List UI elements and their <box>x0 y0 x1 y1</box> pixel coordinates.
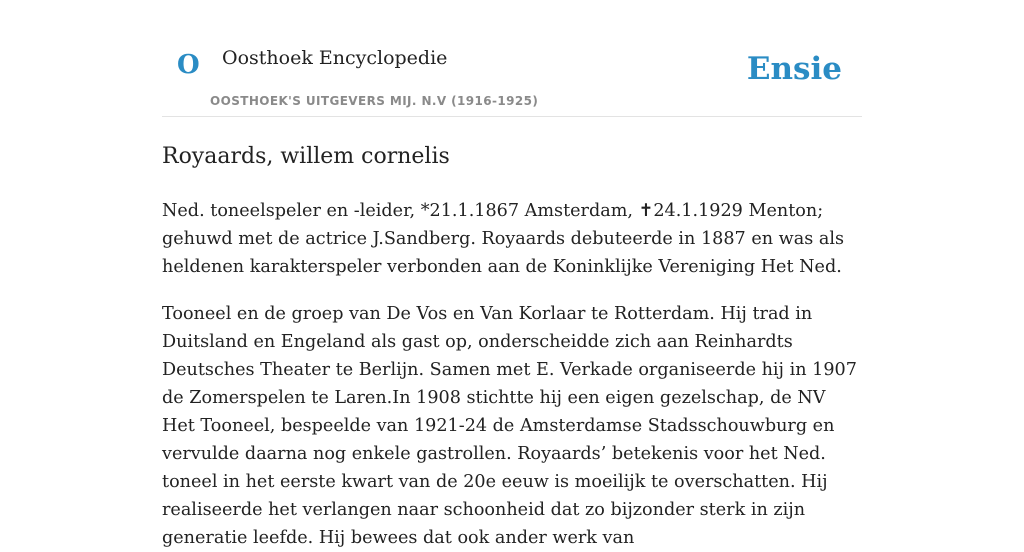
site-header <box>162 0 862 117</box>
ensie-brand-link[interactable]: Ensie <box>746 51 842 87</box>
article-title: Royaards, willem cornelis <box>162 144 450 169</box>
publisher-label: OOSTHOEK'S UITGEVERS MIJ. N.V (1916-1925) <box>210 94 539 108</box>
article-paragraph: Ned. toneelspeler en -leider, *21.1.1867 Amsterdam, ✝24.1.1929 Menton; gehuwd met de actrice J.Sandberg. Royaards debuteerde in 1887 en was als heldenen karakterspeler verbonden aan de Koninklijke Vereniging Het Ned. <box>162 201 844 277</box>
encyclopedia-title-link[interactable]: Oosthoek Encyclopedie <box>222 47 448 69</box>
page <box>162 0 862 552</box>
site-logo[interactable]: O <box>177 50 200 80</box>
article-paragraph: Tooneel en de groep van De Vos en Van Korlaar te Rotterdam. Hij trad in Duitsland en Engeland als gast op, onderscheidde zich aan Reinhardts Deutsches Theater te Berlijn. Samen met E. Verkade organiseerde hij in 1907 de Zomerspelen te Laren.In 1908 stichtte hij een eigen gezelschap, de NV Het Tooneel, bespeelde van 1921-24 de Amsterdamse Stadsschouwburg en vervulde daarna nog enkele gastrollen. Royaards’ betekenis voor het Ned. toneel in het eerste kwart van de 20e eeuw is moeilijk te overschatten. Hij realiseerde het verlangen naar schoonheid dat zo bijzonder sterk in zijn generatie leefde. Hij bewees dat ook ander werk van <box>162 304 857 548</box>
